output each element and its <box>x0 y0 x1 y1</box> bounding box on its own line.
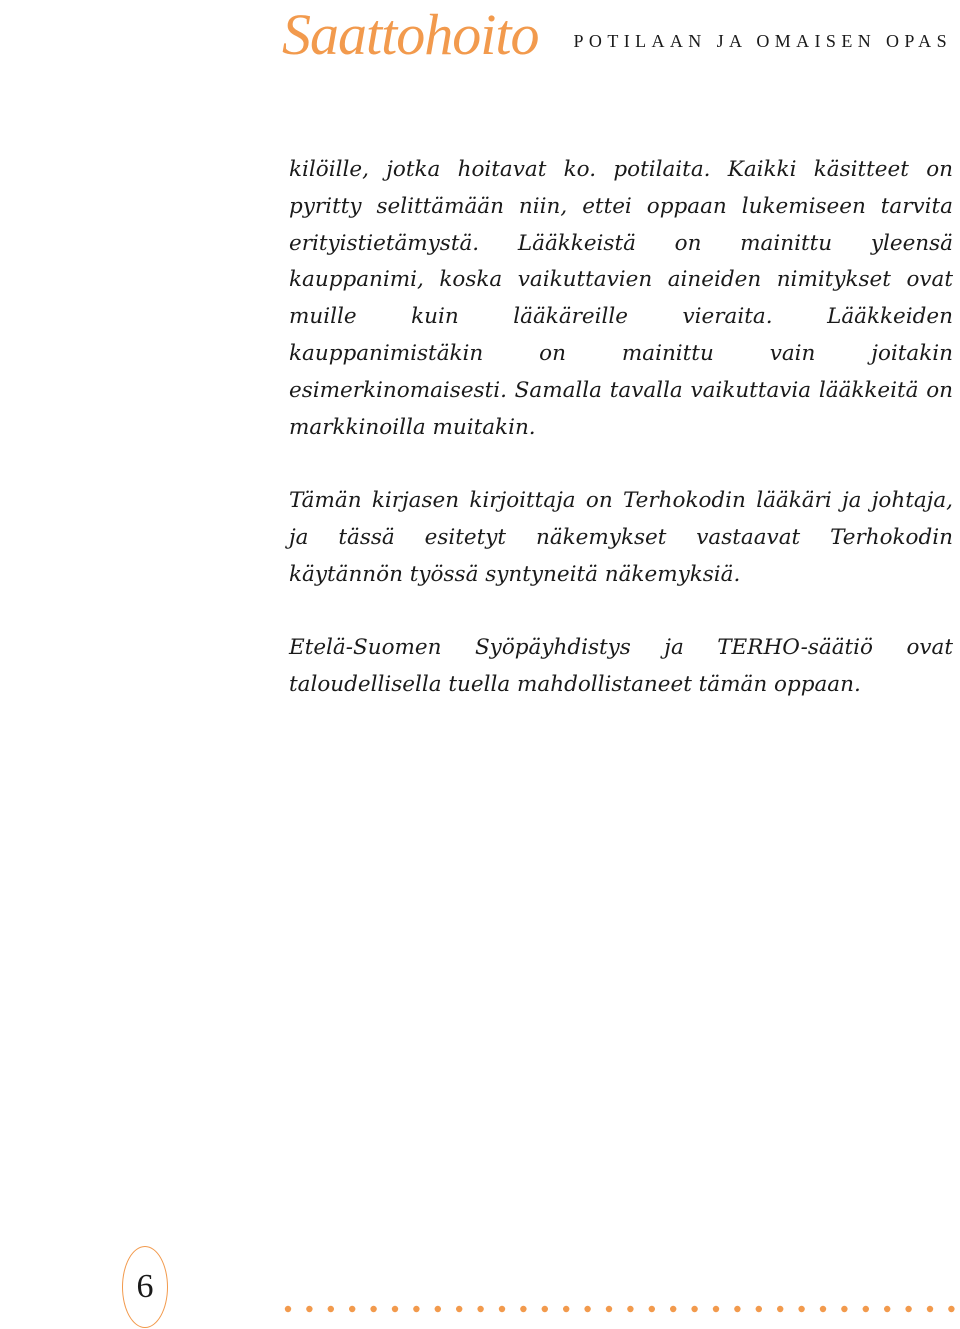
body-text <box>289 152 953 704</box>
page-number: 6 <box>136 1268 154 1305</box>
decorative-dot <box>606 1306 612 1312</box>
decorative-dot <box>542 1306 548 1312</box>
decorative-dot <box>820 1306 826 1312</box>
decorative-dot <box>777 1306 783 1312</box>
decorative-dot <box>370 1306 376 1312</box>
decorative-dot <box>948 1306 954 1312</box>
booklet-subtitle: POTILAAN JA OMAISEN OPAS <box>573 31 952 51</box>
decorative-dot <box>756 1306 762 1312</box>
page-number-oval <box>122 1246 168 1328</box>
decorative-dot <box>413 1306 419 1312</box>
decorative-dot <box>627 1306 633 1312</box>
booklet-title: Saattohoito <box>282 2 539 67</box>
paragraph-2: Tämän kirjasen kirjoittaja on Terhokodin lääkäri ja johtaja, ja tässä esitetyt näkemykset vastaavat Terhokodin käytännön työssä syntyneitä näkemyksiä. <box>289 488 953 587</box>
decorative-dot <box>349 1306 355 1312</box>
decorative-dot <box>456 1306 462 1312</box>
paragraph-1: kilöille, jotka hoitavat ko. potilaita. Kaikki käsitteet on pyritty selittämään niin, ettei oppaan lukemiseen tarvita erityistietämystä. Lääkkeistä on mainittu yleensä kauppanimi, koska vaikuttavien aineiden nimitykset ovat muille kuin lääkäreille vieraita. Lääkkeiden kauppanimistäkin on mainittu vain joitakin esimerkinomaisesti. Samalla tavalla vaikuttavia lääkkeitä on markkinoilla muitakin. <box>289 157 953 440</box>
decorative-dot <box>563 1306 569 1312</box>
decorative-dot <box>691 1306 697 1312</box>
decorative-dot <box>905 1306 911 1312</box>
decorative-dot <box>584 1306 590 1312</box>
decorative-dot <box>435 1306 441 1312</box>
decorative-dot <box>884 1306 890 1312</box>
decorative-dot <box>477 1306 483 1312</box>
decorative-dot-row <box>284 1303 960 1315</box>
decorative-dot <box>392 1306 398 1312</box>
decorative-dot <box>798 1306 804 1312</box>
decorative-dot <box>520 1306 526 1312</box>
decorative-dot <box>713 1306 719 1312</box>
paragraph-3: Etelä-Suomen Syöpäyhdistys ja TERHO-säätiö ovat taloudellisella tuella mahdollistaneet tämän oppaan. <box>289 635 953 698</box>
decorative-dot <box>841 1306 847 1312</box>
decorative-dot <box>499 1306 505 1312</box>
decorative-dot <box>328 1306 334 1312</box>
decorative-dot <box>927 1306 933 1312</box>
decorative-dot <box>649 1306 655 1312</box>
decorative-dot <box>285 1306 291 1312</box>
decorative-dot <box>863 1306 869 1312</box>
decorative-dot <box>306 1306 312 1312</box>
decorative-dot <box>670 1306 676 1312</box>
decorative-dot <box>734 1306 740 1312</box>
